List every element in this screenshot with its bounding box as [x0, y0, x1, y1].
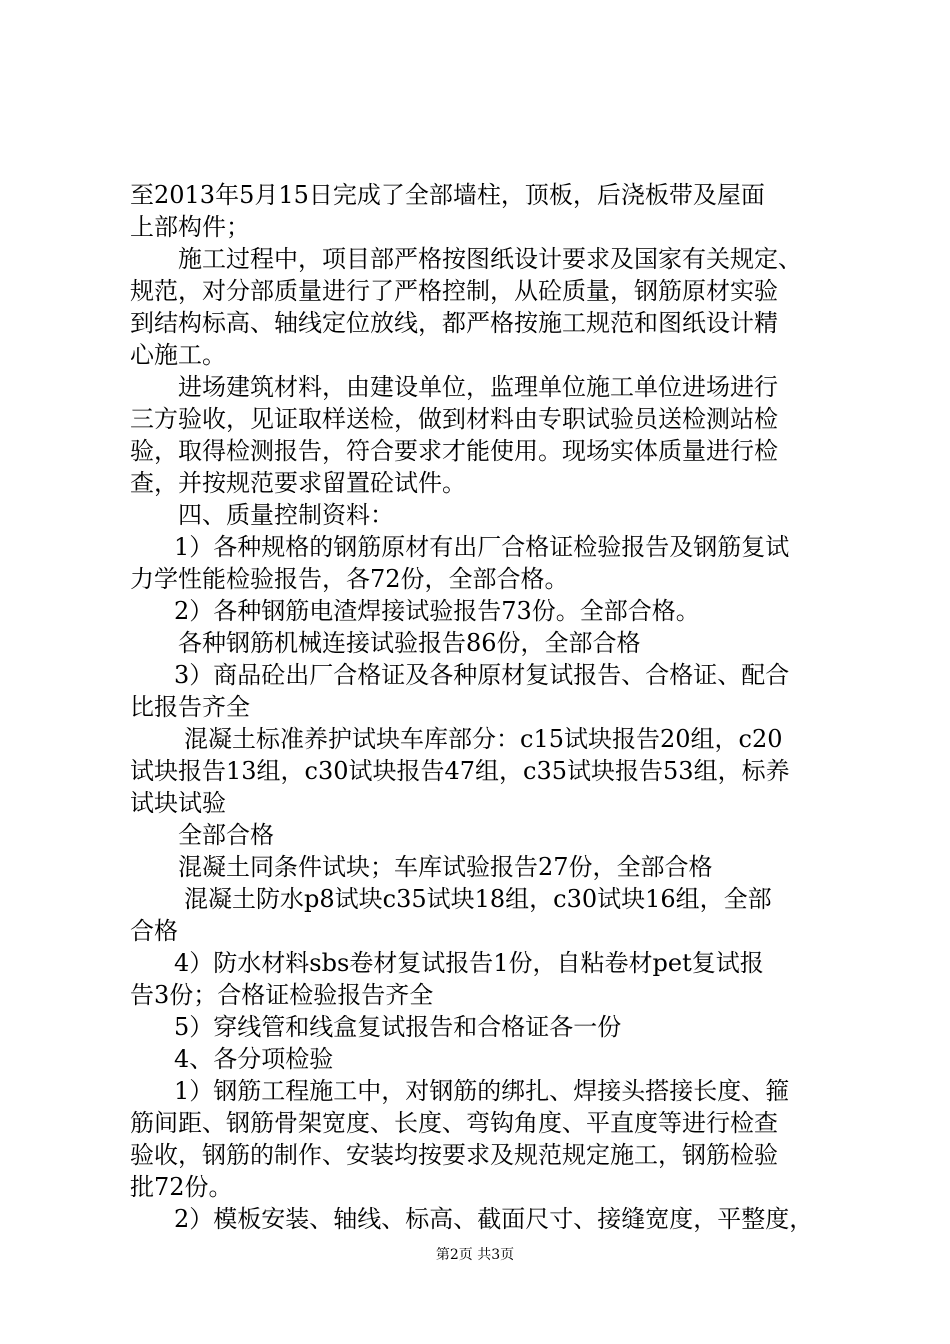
text-line: 混凝土同条件试块；车库试验报告27份，全部合格 — [178, 853, 713, 881]
text-line: 验，取得检测报告，符合要求才能使用。现场实体质量进行检 — [130, 437, 778, 465]
text-line: 比报告齐全 — [130, 693, 250, 721]
text-line: 施工过程中，项目部严格按图纸设计要求及国家有关规定、 — [178, 245, 802, 273]
text-line: 四、质量控制资料： — [178, 501, 394, 529]
text-line: 1）钢筋工程施工中，对钢筋的绑扎、焊接头搭接长度、箍 — [174, 1077, 790, 1105]
text-line: 上部构件； — [130, 213, 250, 241]
text-line: 3）商品砼出厂合格证及各种原材复试报告、合格证、配合 — [174, 661, 790, 689]
text-line: 混凝土标准养护试块车库部分：c15试块报告20组，c20 — [184, 725, 783, 753]
text-line: 4、各分项检验 — [174, 1045, 334, 1073]
text-line: 5）穿线管和线盒复试报告和合格证各一份 — [174, 1013, 622, 1041]
text-line: 合格 — [130, 917, 178, 945]
text-line: 批72份。 — [130, 1173, 233, 1201]
text-line: 混凝土防水p8试块c35试块18组，c30试块16组，全部 — [184, 885, 772, 913]
text-line: 验收，钢筋的制作、安装均按要求及规范规定施工，钢筋检验 — [130, 1141, 778, 1169]
text-line: 到结构标高、轴线定位放线，都严格按施工规范和图纸设计精 — [130, 309, 778, 337]
text-line: 进场建筑材料，由建设单位，监理单位施工单位进场进行 — [178, 373, 778, 401]
text-line: 力学性能检验报告，各72份，全部合格。 — [130, 565, 569, 593]
text-line: 告3份；合格证检验报告齐全 — [130, 981, 434, 1009]
text-line: 试块试验 — [130, 789, 226, 817]
page-number-footer: 第2页 共3页 — [435, 1247, 515, 1263]
text-line: 三方验收，见证取样送检，做到材料由专职试验员送检测站检 — [130, 405, 778, 433]
text-line: 2）各种钢筋电渣焊接试验报告73份。全部合格。 — [174, 597, 700, 625]
text-line: 4）防水材料sbs卷材复试报告1份，自粘卷材pet复试报 — [174, 949, 764, 977]
text-line: 筋间距、钢筋骨架宽度、长度、弯钩角度、平直度等进行检查 — [130, 1109, 778, 1137]
text-line: 各种钢筋机械连接试验报告86份，全部合格 — [178, 629, 641, 657]
text-line: 查，并按规范要求留置砼试件。 — [130, 469, 466, 497]
text-line: 2）模板安装、轴线、标高、截面尺寸、接缝宽度，平整度， — [174, 1205, 814, 1233]
text-line: 心施工。 — [130, 341, 226, 369]
text-line: 规范，对分部质量进行了严格控制，从砼质量，钢筋原材实验 — [130, 277, 778, 305]
text-line: 全部合格 — [178, 821, 274, 849]
text-line: 至2013年5月15日完成了全部墙柱，顶板，后浇板带及屋面 — [130, 181, 765, 209]
text-line: 试块报告13组，c30试块报告47组，c35试块报告53组，标养 — [130, 757, 790, 785]
text-line: 1）各种规格的钢筋原材有出厂合格证检验报告及钢筋复试 — [174, 533, 790, 561]
